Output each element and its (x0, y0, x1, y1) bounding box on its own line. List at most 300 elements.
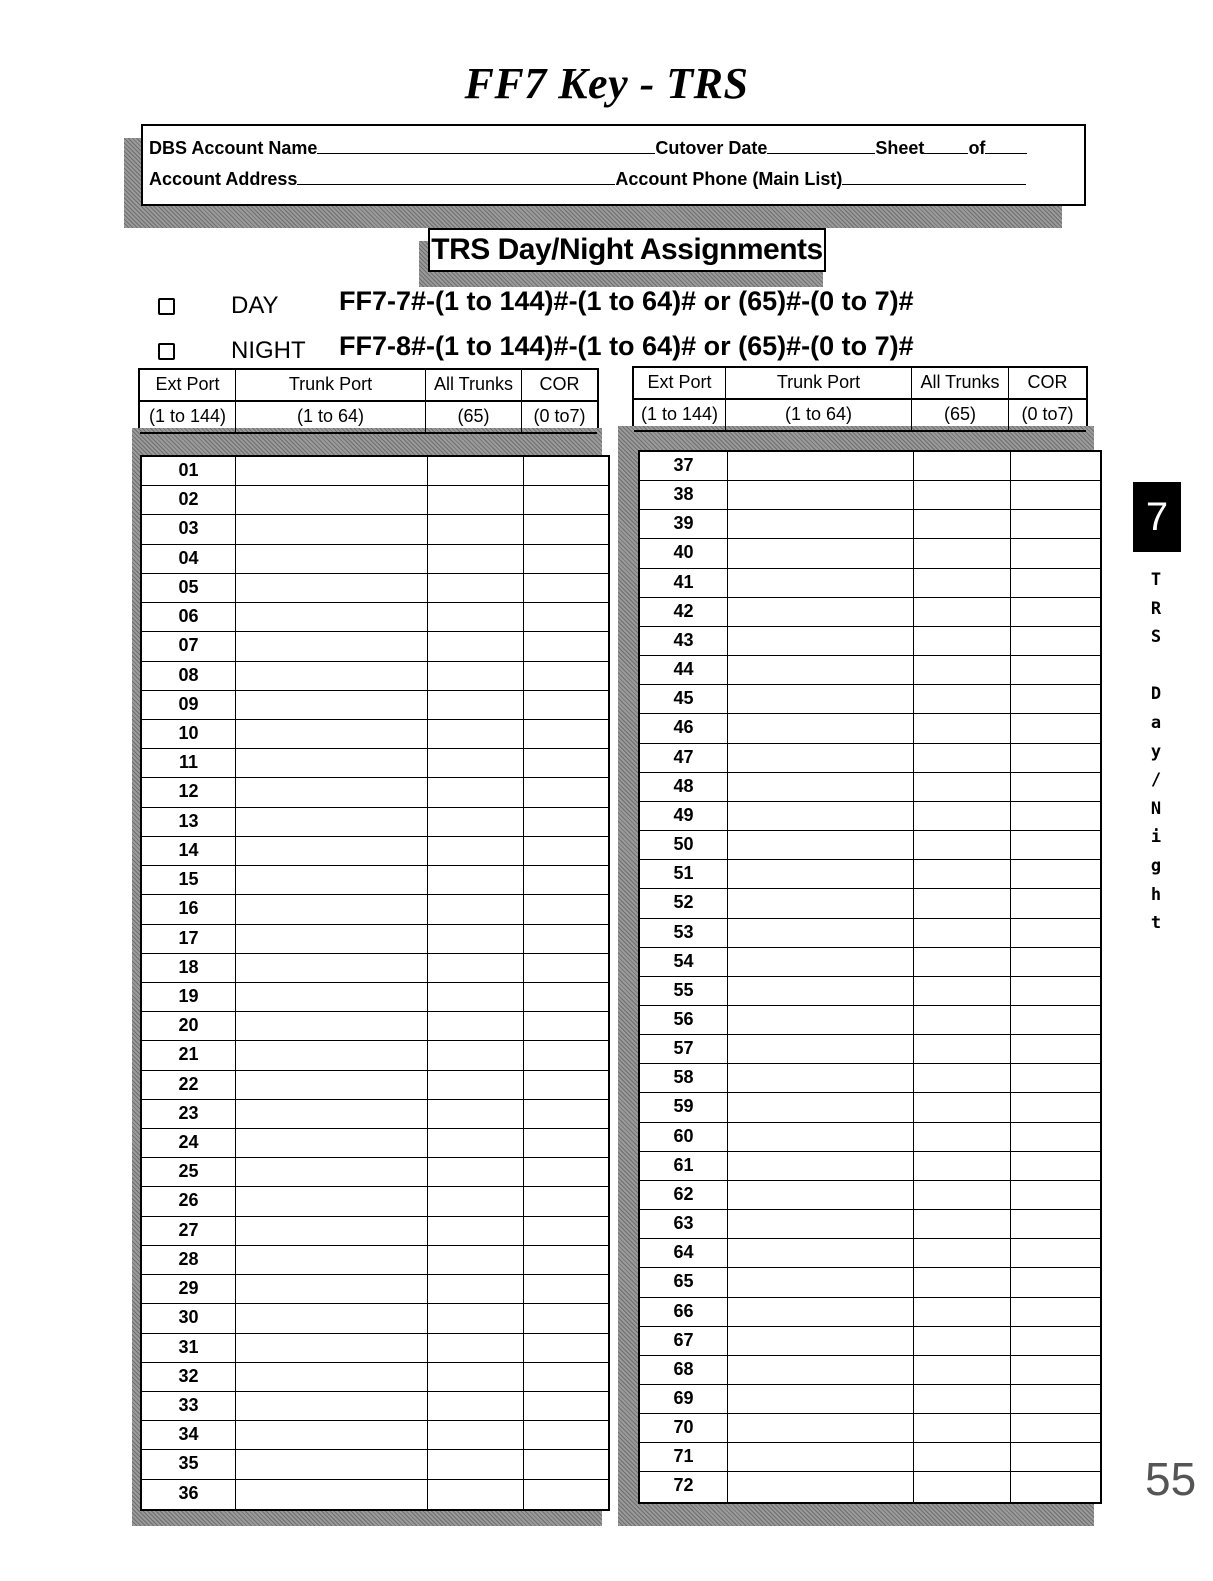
trunk-port-cell[interactable] (728, 1006, 914, 1034)
all-trunks-cell[interactable] (428, 1012, 524, 1040)
all-trunks-cell[interactable] (428, 749, 524, 777)
cor-cell[interactable] (1011, 1093, 1100, 1121)
trunk-port-cell[interactable] (236, 720, 428, 748)
cor-cell[interactable] (524, 1304, 608, 1332)
trunk-port-cell[interactable] (728, 977, 914, 1005)
trunk-port-cell[interactable] (728, 1239, 914, 1267)
all-trunks-cell[interactable] (428, 574, 524, 602)
trunk-port-cell[interactable] (236, 808, 428, 836)
table-row (142, 1187, 608, 1216)
all-trunks-cell[interactable] (914, 481, 1011, 509)
trunk-port-cell[interactable] (236, 632, 428, 660)
trunk-port-cell[interactable] (236, 691, 428, 719)
all-trunks-cell[interactable] (428, 486, 524, 514)
all-trunks-cell[interactable] (914, 1093, 1011, 1121)
cor-cell[interactable] (1011, 656, 1100, 684)
cor-cell[interactable] (524, 1334, 608, 1362)
cor-cell[interactable] (1011, 802, 1100, 830)
table-row (142, 1450, 608, 1479)
trunk-port-cell[interactable] (236, 1363, 428, 1391)
cor-cell[interactable] (524, 1217, 608, 1245)
ext-port-cell: 72 (640, 1472, 728, 1501)
trunk-port-cell[interactable] (236, 1187, 428, 1215)
all-trunks-cell[interactable] (428, 1158, 524, 1186)
account-name-field[interactable] (317, 138, 655, 154)
all-trunks-cell[interactable] (914, 1006, 1011, 1034)
cor-cell[interactable] (524, 837, 608, 865)
all-trunks-cell[interactable] (428, 603, 524, 631)
table-row (640, 452, 1100, 481)
table-row (142, 574, 608, 603)
night-code: FF7-8#-(1 to 144)#-(1 to 64)# or (65)#-(0 to 7)# (339, 331, 914, 361)
cor-cell[interactable] (1011, 1268, 1100, 1296)
cor-cell[interactable] (1011, 510, 1100, 538)
cor-cell[interactable] (524, 983, 608, 1011)
trunk-port-cell[interactable] (728, 1356, 914, 1384)
table-row (142, 486, 608, 515)
cor-cell[interactable] (1011, 714, 1100, 742)
all-trunks-cell[interactable] (428, 808, 524, 836)
trunk-port-cell[interactable] (236, 603, 428, 631)
table-row (640, 510, 1100, 539)
all-trunks-cell[interactable] (914, 1385, 1011, 1413)
cor-cell[interactable] (1011, 481, 1100, 509)
left-range-all-trunks: (65) (426, 402, 522, 432)
all-trunks-cell[interactable] (914, 1327, 1011, 1355)
all-trunks-cell[interactable] (914, 685, 1011, 713)
cor-cell[interactable] (524, 808, 608, 836)
trunk-port-cell[interactable] (236, 1071, 428, 1099)
all-trunks-cell[interactable] (914, 1123, 1011, 1151)
account-address-field[interactable] (297, 169, 615, 185)
trunk-port-cell[interactable] (728, 714, 914, 742)
table-row (142, 1012, 608, 1041)
all-trunks-cell[interactable] (914, 773, 1011, 801)
all-trunks-cell[interactable] (914, 510, 1011, 538)
trunk-port-cell[interactable] (236, 1158, 428, 1186)
all-trunks-cell[interactable] (428, 457, 524, 485)
cor-cell[interactable] (524, 515, 608, 543)
trunk-port-cell[interactable] (236, 1450, 428, 1478)
trunk-port-cell[interactable] (728, 831, 914, 859)
all-trunks-cell[interactable] (428, 1217, 524, 1245)
cor-cell[interactable] (1011, 977, 1100, 1005)
trunk-port-cell[interactable] (728, 1093, 914, 1121)
all-trunks-cell[interactable] (428, 1041, 524, 1069)
table-row (640, 481, 1100, 510)
ext-port-cell: 53 (640, 919, 728, 947)
account-phone-label: Account Phone (Main List) (615, 169, 843, 189)
trunk-port-cell[interactable] (236, 1012, 428, 1040)
ext-port-cell: 48 (640, 773, 728, 801)
ext-port-cell: 70 (640, 1414, 728, 1442)
all-trunks-cell[interactable] (914, 1210, 1011, 1238)
cor-cell[interactable] (524, 1041, 608, 1069)
ext-port-cell: 16 (142, 895, 236, 923)
all-trunks-cell[interactable] (428, 1450, 524, 1478)
trunk-port-cell[interactable] (728, 1443, 914, 1471)
trunk-port-cell[interactable] (236, 662, 428, 690)
ext-port-cell: 12 (142, 778, 236, 806)
cor-cell[interactable] (524, 1480, 608, 1509)
all-trunks-cell[interactable] (914, 860, 1011, 888)
all-trunks-cell[interactable] (914, 539, 1011, 567)
trunk-port-cell[interactable] (236, 1334, 428, 1362)
right-header-all-trunks: All Trunks (912, 368, 1009, 398)
cor-cell[interactable] (524, 1246, 608, 1274)
trunk-port-cell[interactable] (728, 452, 914, 480)
cor-cell[interactable] (524, 1421, 608, 1449)
cor-cell[interactable] (524, 632, 608, 660)
right-range-trunk-port: (1 to 64) (726, 400, 912, 430)
all-trunks-cell[interactable] (428, 662, 524, 690)
cor-cell[interactable] (524, 545, 608, 573)
trunk-port-cell[interactable] (728, 569, 914, 597)
all-trunks-cell[interactable] (914, 656, 1011, 684)
side-text-char: N (1150, 798, 1162, 819)
cor-cell[interactable] (1011, 1443, 1100, 1471)
all-trunks-cell[interactable] (428, 1480, 524, 1509)
ext-port-cell: 29 (142, 1275, 236, 1303)
trunk-port-cell[interactable] (728, 510, 914, 538)
cor-cell[interactable] (524, 574, 608, 602)
cor-cell[interactable] (1011, 627, 1100, 655)
cor-cell[interactable] (1011, 1239, 1100, 1267)
ext-port-cell: 61 (640, 1152, 728, 1180)
trunk-port-cell[interactable] (728, 481, 914, 509)
trunk-port-cell[interactable] (728, 1327, 914, 1355)
ext-port-cell: 64 (640, 1239, 728, 1267)
all-trunks-cell[interactable] (914, 1152, 1011, 1180)
cor-cell[interactable] (524, 603, 608, 631)
all-trunks-cell[interactable] (428, 515, 524, 543)
cor-cell[interactable] (1011, 1327, 1100, 1355)
all-trunks-cell[interactable] (914, 977, 1011, 1005)
all-trunks-cell[interactable] (428, 691, 524, 719)
cor-cell[interactable] (1011, 1298, 1100, 1326)
table-row (640, 1268, 1100, 1297)
all-trunks-cell[interactable] (428, 983, 524, 1011)
all-trunks-cell[interactable] (914, 831, 1011, 859)
cor-cell[interactable] (1011, 948, 1100, 976)
trunk-port-cell[interactable] (236, 1392, 428, 1420)
right-table-body (638, 450, 1102, 1504)
trunk-port-cell[interactable] (236, 925, 428, 953)
cor-cell[interactable] (524, 1275, 608, 1303)
trunk-port-cell[interactable] (236, 486, 428, 514)
all-trunks-cell[interactable] (428, 837, 524, 865)
trunk-port-cell[interactable] (728, 773, 914, 801)
side-text-char: D (1150, 684, 1162, 705)
trunk-port-cell[interactable] (236, 1129, 428, 1157)
trunk-port-cell[interactable] (728, 1123, 914, 1151)
cor-cell[interactable] (1011, 831, 1100, 859)
cor-cell[interactable] (524, 1158, 608, 1186)
table-row (640, 919, 1100, 948)
ext-port-cell: 09 (142, 691, 236, 719)
account-phone-field[interactable] (842, 169, 1026, 185)
trunk-port-cell[interactable] (728, 1472, 914, 1501)
trunk-port-cell[interactable] (236, 895, 428, 923)
cor-cell[interactable] (524, 720, 608, 748)
trunk-port-cell[interactable] (728, 744, 914, 772)
trunk-port-cell[interactable] (728, 1385, 914, 1413)
cor-cell[interactable] (524, 954, 608, 982)
cor-cell[interactable] (524, 866, 608, 894)
table-row (142, 545, 608, 574)
table-row (142, 1217, 608, 1246)
cor-cell[interactable] (524, 1071, 608, 1099)
cor-cell[interactable] (1011, 1472, 1100, 1501)
ext-port-cell: 40 (640, 539, 728, 567)
trunk-port-cell[interactable] (236, 866, 428, 894)
ext-port-cell: 06 (142, 603, 236, 631)
cor-cell[interactable] (524, 925, 608, 953)
all-trunks-cell[interactable] (428, 895, 524, 923)
cor-cell[interactable] (1011, 1385, 1100, 1413)
ext-port-cell: 62 (640, 1181, 728, 1209)
cor-cell[interactable] (524, 778, 608, 806)
trunk-port-cell[interactable] (728, 1298, 914, 1326)
ext-port-cell: 30 (142, 1304, 236, 1332)
table-row (142, 632, 608, 661)
table-row (640, 889, 1100, 918)
ext-port-cell: 57 (640, 1035, 728, 1063)
day-checkbox[interactable] (158, 298, 175, 315)
all-trunks-cell[interactable] (914, 598, 1011, 626)
right-range-cor: (0 to7) (1021, 404, 1074, 424)
chapter-tab: 7 (1133, 482, 1181, 552)
trunk-port-cell[interactable] (728, 860, 914, 888)
trunk-port-cell[interactable] (236, 574, 428, 602)
sheet-field[interactable] (924, 138, 968, 154)
cor-cell[interactable] (1011, 889, 1100, 917)
all-trunks-cell[interactable] (914, 1064, 1011, 1092)
trunk-port-cell[interactable] (728, 1268, 914, 1296)
cor-cell[interactable] (1011, 1152, 1100, 1180)
table-row (142, 749, 608, 778)
all-trunks-cell[interactable] (914, 1443, 1011, 1471)
day-code: FF7-7#-(1 to 144)#-(1 to 64)# or (65)#-(0 to 7)# (339, 286, 914, 316)
ext-port-cell: 56 (640, 1006, 728, 1034)
trunk-port-cell[interactable] (728, 598, 914, 626)
all-trunks-cell[interactable] (914, 627, 1011, 655)
side-text-char: a (1150, 712, 1162, 733)
side-text-char: R (1150, 598, 1162, 619)
all-trunks-cell[interactable] (914, 714, 1011, 742)
table-row (142, 1304, 608, 1333)
all-trunks-cell[interactable] (428, 1275, 524, 1303)
all-trunks-cell[interactable] (428, 1187, 524, 1215)
table-row (640, 948, 1100, 977)
right-header-trunk-port: Trunk Port (726, 368, 912, 398)
all-trunks-cell[interactable] (914, 1298, 1011, 1326)
table-row (640, 569, 1100, 598)
cor-cell[interactable] (524, 662, 608, 690)
cor-cell[interactable] (524, 1392, 608, 1420)
all-trunks-cell[interactable] (914, 1181, 1011, 1209)
table-row (640, 773, 1100, 802)
cor-cell[interactable] (1011, 539, 1100, 567)
ext-port-cell: 65 (640, 1268, 728, 1296)
all-trunks-cell[interactable] (914, 802, 1011, 830)
cor-cell[interactable] (1011, 685, 1100, 713)
trunk-port-cell[interactable] (728, 1152, 914, 1180)
trunk-port-cell[interactable] (236, 1246, 428, 1274)
all-trunks-cell[interactable] (428, 632, 524, 660)
all-trunks-cell[interactable] (428, 778, 524, 806)
table-row (640, 1414, 1100, 1443)
ext-port-cell: 08 (142, 662, 236, 690)
trunk-port-cell[interactable] (236, 545, 428, 573)
trunk-port-cell[interactable] (728, 919, 914, 947)
cor-cell[interactable] (524, 1100, 608, 1128)
right-range-ext-port: (1 to 144) (634, 400, 726, 430)
all-trunks-cell[interactable] (914, 1414, 1011, 1442)
trunk-port-cell[interactable] (236, 1275, 428, 1303)
trunk-port-cell[interactable] (728, 1414, 914, 1442)
ext-port-cell: 21 (142, 1041, 236, 1069)
of-field[interactable] (985, 138, 1027, 154)
cor-cell[interactable] (524, 457, 608, 485)
night-checkbox[interactable] (158, 343, 175, 360)
all-trunks-cell[interactable] (428, 720, 524, 748)
table-row (142, 457, 608, 486)
trunk-port-cell[interactable] (728, 889, 914, 917)
left-header-ext-port: Ext Port (140, 370, 236, 400)
table-row (640, 1210, 1100, 1239)
cor-cell[interactable] (524, 691, 608, 719)
all-trunks-cell[interactable] (428, 925, 524, 953)
side-text-char: t (1150, 913, 1162, 934)
trunk-port-cell[interactable] (236, 1100, 428, 1128)
trunk-port-cell[interactable] (728, 1210, 914, 1238)
cor-cell[interactable] (1011, 744, 1100, 772)
trunk-port-cell[interactable] (236, 1421, 428, 1449)
trunk-port-cell[interactable] (236, 515, 428, 543)
all-trunks-cell[interactable] (428, 866, 524, 894)
trunk-port-cell[interactable] (728, 539, 914, 567)
all-trunks-cell[interactable] (428, 1100, 524, 1128)
trunk-port-cell[interactable] (236, 749, 428, 777)
cor-cell[interactable] (524, 1012, 608, 1040)
all-trunks-cell[interactable] (428, 1246, 524, 1274)
cor-cell[interactable] (1011, 598, 1100, 626)
table-row (640, 1006, 1100, 1035)
all-trunks-cell[interactable] (914, 452, 1011, 480)
trunk-port-cell[interactable] (236, 983, 428, 1011)
cor-cell[interactable] (1011, 452, 1100, 480)
trunk-port-cell[interactable] (728, 802, 914, 830)
cor-cell[interactable] (1011, 919, 1100, 947)
all-trunks-cell[interactable] (914, 744, 1011, 772)
all-trunks-cell[interactable] (914, 948, 1011, 976)
ext-port-cell: 15 (142, 866, 236, 894)
ext-port-cell: 13 (142, 808, 236, 836)
all-trunks-cell[interactable] (428, 954, 524, 982)
all-trunks-cell[interactable] (914, 1472, 1011, 1501)
ext-port-cell: 52 (640, 889, 728, 917)
trunk-port-cell[interactable] (728, 1181, 914, 1209)
trunk-port-cell[interactable] (728, 948, 914, 976)
all-trunks-cell[interactable] (428, 1304, 524, 1332)
cor-cell[interactable] (1011, 773, 1100, 801)
ext-port-cell: 58 (640, 1064, 728, 1092)
trunk-port-cell[interactable] (236, 1217, 428, 1245)
cor-cell[interactable] (524, 1187, 608, 1215)
trunk-port-cell[interactable] (236, 1041, 428, 1069)
all-trunks-cell[interactable] (428, 1421, 524, 1449)
cor-cell[interactable] (524, 486, 608, 514)
ext-port-cell: 35 (142, 1450, 236, 1478)
all-trunks-cell[interactable] (914, 1035, 1011, 1063)
cor-cell[interactable] (1011, 1006, 1100, 1034)
all-trunks-cell[interactable] (914, 1356, 1011, 1384)
cor-cell[interactable] (1011, 1414, 1100, 1442)
trunk-port-cell[interactable] (728, 656, 914, 684)
left-range-cor: (0 to7) (533, 406, 586, 426)
trunk-port-cell[interactable] (728, 1064, 914, 1092)
trunk-port-cell[interactable] (728, 685, 914, 713)
all-trunks-cell[interactable] (428, 1129, 524, 1157)
table-row (142, 837, 608, 866)
trunk-port-cell[interactable] (236, 1480, 428, 1509)
cor-cell[interactable] (1011, 1123, 1100, 1151)
cor-cell[interactable] (524, 1450, 608, 1478)
all-trunks-cell[interactable] (428, 1392, 524, 1420)
trunk-port-cell[interactable] (236, 778, 428, 806)
all-trunks-cell[interactable] (914, 1239, 1011, 1267)
cor-cell[interactable] (524, 895, 608, 923)
cor-cell[interactable] (1011, 1035, 1100, 1063)
cor-cell[interactable] (1011, 1064, 1100, 1092)
cor-cell[interactable] (524, 1129, 608, 1157)
all-trunks-cell[interactable] (428, 1071, 524, 1099)
trunk-port-cell[interactable] (236, 457, 428, 485)
ext-port-cell: 31 (142, 1334, 236, 1362)
left-header-ranges (140, 402, 597, 434)
cor-cell[interactable] (1011, 1181, 1100, 1209)
all-trunks-cell[interactable] (428, 1334, 524, 1362)
trunk-port-cell[interactable] (728, 627, 914, 655)
trunk-port-cell[interactable] (236, 837, 428, 865)
ext-port-cell: 67 (640, 1327, 728, 1355)
ext-port-cell: 59 (640, 1093, 728, 1121)
trunk-port-cell[interactable] (236, 1304, 428, 1332)
all-trunks-cell[interactable] (914, 919, 1011, 947)
all-trunks-cell[interactable] (428, 545, 524, 573)
trunk-port-cell[interactable] (236, 954, 428, 982)
cor-cell[interactable] (524, 749, 608, 777)
trunk-port-cell[interactable] (728, 1035, 914, 1063)
all-trunks-cell[interactable] (914, 569, 1011, 597)
all-trunks-cell[interactable] (914, 1268, 1011, 1296)
all-trunks-cell[interactable] (914, 889, 1011, 917)
cor-cell[interactable] (1011, 569, 1100, 597)
ext-port-cell: 44 (640, 656, 728, 684)
left-header-trunk-port: Trunk Port (236, 370, 426, 400)
cor-cell[interactable] (1011, 1210, 1100, 1238)
all-trunks-cell[interactable] (428, 1363, 524, 1391)
cor-cell[interactable] (1011, 860, 1100, 888)
table-row (142, 1100, 608, 1129)
cor-cell[interactable] (524, 1363, 608, 1391)
cutover-date-field[interactable] (767, 138, 875, 154)
table-row (640, 1443, 1100, 1472)
cor-cell[interactable] (1011, 1356, 1100, 1384)
page-title: FF7 Key - TRS (464, 59, 749, 108)
cutover-date-label: Cutover Date (655, 138, 768, 158)
